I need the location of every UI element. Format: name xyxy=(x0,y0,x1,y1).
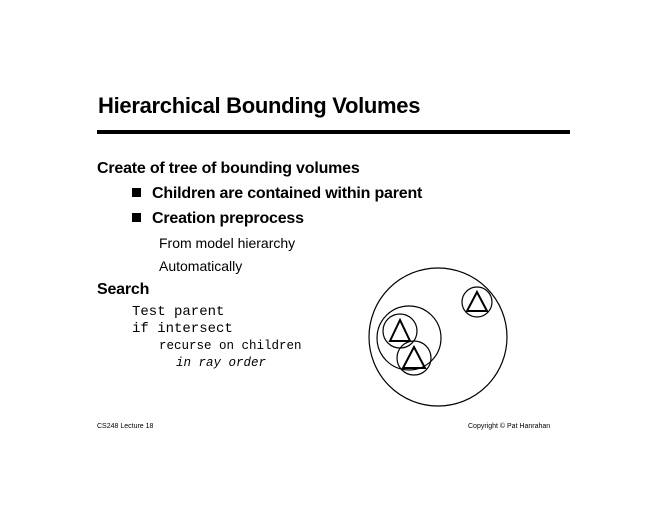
slide-title: Hierarchical Bounding Volumes xyxy=(98,93,421,118)
triangle-object xyxy=(390,320,410,341)
section2-heading: Search xyxy=(97,281,150,298)
triangle-object xyxy=(403,347,425,368)
parent-bounding-circle xyxy=(369,268,507,406)
code-line: recurse on children xyxy=(159,339,302,353)
triangle-object xyxy=(467,292,487,311)
subitem: Automatically xyxy=(159,258,243,274)
subitem: From model hierarchy xyxy=(159,235,296,251)
bullet-label: Creation preprocess xyxy=(152,210,304,227)
code-line: if intersect xyxy=(132,321,233,337)
code-line: in ray order xyxy=(176,356,267,370)
code-line: Test parent xyxy=(132,304,225,320)
bullet-label: Children are contained within parent xyxy=(152,185,423,202)
section1-heading: Create of tree of bounding volumes xyxy=(97,160,360,177)
footer-right: Copyright © Pat Hanrahan xyxy=(468,423,551,430)
footer-left: CS248 Lecture 18 xyxy=(97,423,154,430)
